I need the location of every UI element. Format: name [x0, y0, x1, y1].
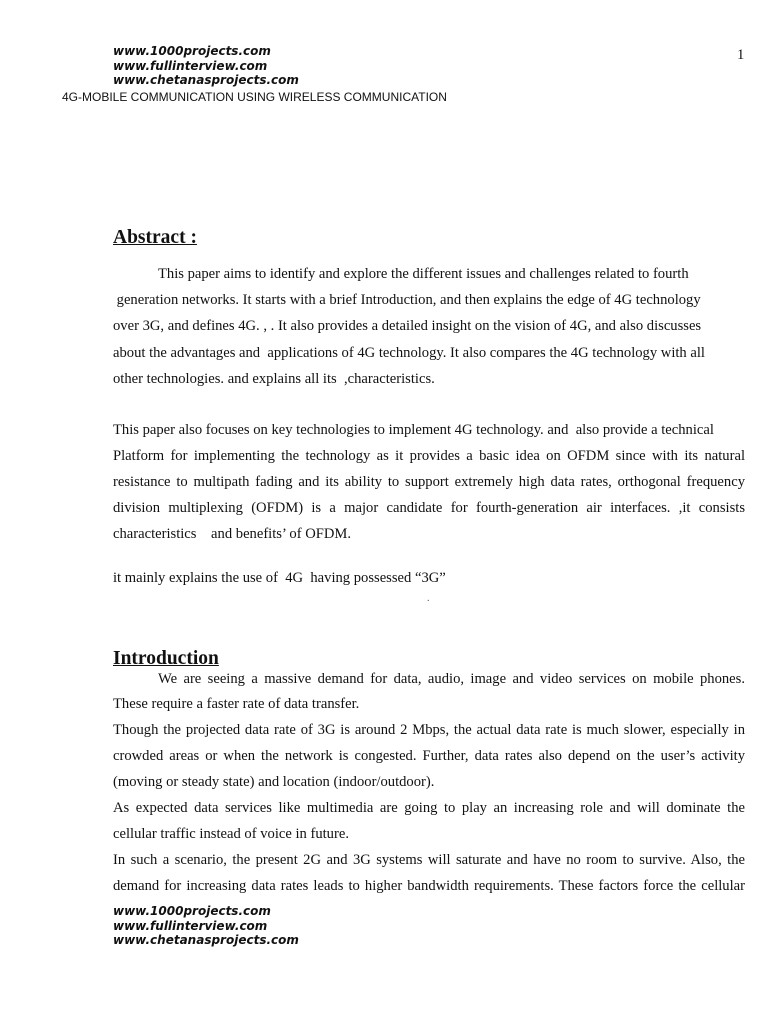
stray-mark: . — [427, 593, 430, 604]
introduction-line: We are seeing a massive demand for data, audio, image and video services on mobile phones. — [158, 671, 745, 687]
introduction-line: In such a scenario, the present 2G and 3G systems will saturate and have no room to survive. Also, the — [113, 852, 745, 868]
abstract-paragraph-1-line: about the advantages and applications of 4G technology. It also compares the 4G technology with all — [113, 345, 705, 361]
abstract-paragraph-2-line: This paper also focuses on key technologies to implement 4G technology. and also provide a technical — [113, 422, 714, 438]
footer-site-chetanasprojects: www.chetanasprojects.com — [113, 933, 299, 947]
abstract-note-line: it mainly explains the use of 4G having possessed “3G” — [113, 570, 446, 586]
introduction-line: demand for increasing data rates leads to higher bandwidth requirements. These factors force the cellular — [113, 878, 745, 894]
abstract-heading: Abstract : — [113, 227, 197, 248]
header-websites — [113, 44, 299, 88]
abstract-paragraph-1-line: This paper aims to identify and explore the different issues and challenges related to fourth — [158, 266, 689, 282]
header-site-1000projects: www.1000projects.com — [113, 44, 271, 58]
page-number: 1 — [737, 47, 745, 63]
abstract-paragraph-2-line: resistance to multipath fading and its ability to support extremely high data rates, orthogonal frequency — [113, 474, 745, 490]
abstract-paragraph-2-line: division multiplexing (OFDM) is a major candidate for fourth-generation air interfaces. ,it consists — [113, 500, 745, 516]
abstract-paragraph-2-line: characteristics and benefits’ of OFDM. — [113, 526, 352, 542]
introduction-line: As expected data services like multimedia are going to play an increasing role and will dominate the — [113, 800, 745, 816]
abstract-paragraph-1-line: generation networks. It starts with a brief Introduction, and then explains the edge of 4G technology — [113, 292, 701, 308]
running-title: 4G-MOBILE COMMUNICATION USING WIRELESS COMMUNICATION — [62, 90, 447, 104]
abstract-paragraph-1-line: other technologies. and explains all its ,characteristics. — [113, 371, 435, 387]
header-site-chetanasprojects: www.chetanasprojects.com — [113, 73, 299, 87]
introduction-line: These require a faster rate of data transfer. — [113, 696, 360, 712]
introduction-line: crowded areas or when the network is congested. Further, data rates also depend on the user’s activity — [113, 748, 745, 764]
introduction-line: (moving or steady state) and location (indoor/outdoor). — [113, 774, 435, 790]
abstract-paragraph-1-line: over 3G, and defines 4G. , . It also provides a detailed insight on the vision of 4G, and also discusses — [113, 318, 702, 334]
introduction-line: cellular traffic instead of voice in future. — [113, 826, 349, 842]
introduction-line: Though the projected data rate of 3G is around 2 Mbps, the actual data rate is much slower, especially in — [113, 722, 745, 738]
footer-websites — [113, 904, 299, 948]
introduction-heading: Introduction — [113, 648, 219, 669]
footer-site-fullinterview: www.fullinterview.com — [113, 918, 268, 933]
footer-site-1000projects: www.1000projects.com — [113, 904, 271, 918]
header-site-fullinterview: www.fullinterview.com — [113, 58, 268, 73]
abstract-paragraph-2-line: Platform for implementing the technology as it provides a basic idea on OFDM since with its natural — [113, 448, 745, 464]
